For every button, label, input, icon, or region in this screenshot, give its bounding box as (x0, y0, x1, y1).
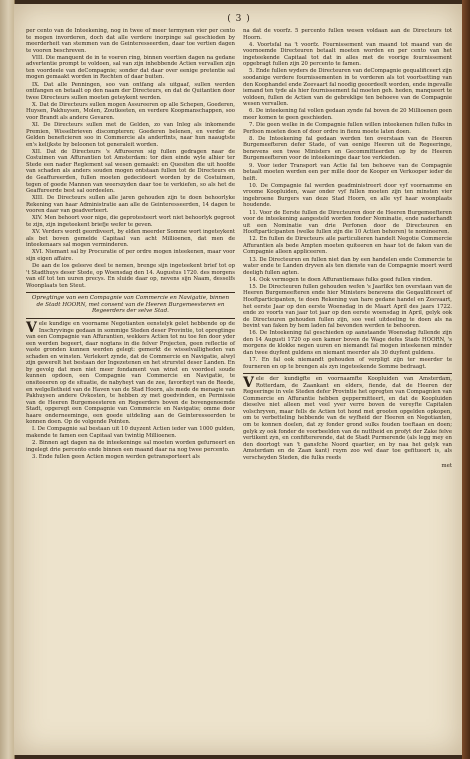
section-divider (26, 318, 235, 319)
paragraph: 12. En fullen de Directeurs aile particulieren handelt Negotie Commercie Affurantien als bede Ampten moeten quiteeren en haar tot de faken van de Compagnie alleen appliceeren. (243, 236, 452, 256)
book-cover-edge (462, 0, 470, 759)
intro-text: ele kundige en voorname Negotianten eenstelyk gelet hebbende op de Inschryvinge gedaan in sommige Steden deser Provintie, tot opregtinge van een Compagnie van Affurantien, wekkers Actien tot nu toe fen door yder een werden begeert, daar nogtans in die felver Projecten, geen reflectie of vaste gronden kunnen werden gelegt: gemerkt de wisselvalligheden van schaden en winsten. Verlekert zynde, dat de Commercie en Navigatie, alwyl zijn gewerelt het bestaan der Ingezetenen en het strurstel deser Landen. En by gevolg dat men niet meer fondament van winst en voordeel soude kunnen opdoen, een Compagnie van Commercie en Navigatie, te onsiteeeren op de situatie, de nabyheyt van de zee, favoriteyt van de Reede, en welgelletheid van de Haven van de Stad Hoorn, als mede de menagie van Pakhuysen andere Ovkosten, te hebben zy met goedvinden, en Permissie van de Heeren Burgemeesteren en Regeerders boven de bovengenoemde Stadt, opgeregt een Compagnie van Commercie en Navigatie; omme door haare onderneeminge, een goede uitdeling aan de Geinteresseerden te konnen doen. Op de volgende Pointen. (26, 321, 235, 426)
drop-cap: V (243, 375, 254, 392)
paragraph: 7. Die geen welke in de Compagnie fullen willen inteekenen fullen fulks in Perfoon moeten doen of door ordre in fienu moete laten doen. (243, 122, 452, 135)
paragraph: De aan de los geleeve deel te nemen, brenge sijn ingeteekent brief tot op 't Stadthuys deser Stede, op Woensdag den 14. Augustus 1720. des morgens van elf tot ten uuren precys. En sluide daar op, nevens sijn Naam, desselfs Woonplaats ten Steut. (26, 263, 235, 289)
paragraph: 11. Voor de Eerste fullen de Directeuren door de Heeren Burgemeefteren voor de inteekening aangesteld worden fonder Nominatie, ende naderhandt uit een Nominatie van drie Perfonen door de Directeuren en Hooftparticipanten (welke fullen zijn die 10 Actien behoren) te nomineeren. (243, 209, 452, 236)
paragraph: per cento van de Inteekening, nog in twee of meer termynen vier per cento te mogen invorderen, doch dat alle verdere inorpinge sal geschieden by meerderheit van stemmen van de Geinteresseerden, daar toe vertien dagen te vooren beschreven. (26, 28, 235, 54)
section-divider (243, 373, 452, 374)
paragraph: X. Dat de Directeurs sullen mogen Assureeren op alle Schepen, Goederen, Huysen, Pakhuysen, Molen, Zoutkeeten, en verdere Koopmanschappen, soo voor Brandt als andere Gevaren. (26, 101, 235, 121)
point: 3. Ende fullen geen Actien mogen werden getransporteert als (32, 453, 200, 460)
paragraph: 8. De Inteekening fal gedaan werden ten overstaan van de Heeren Burgemeefteren defer Stade, of van eenige Heeren uit de Regeeringe, benevens een twee Ministers en Gecommitteerden op by de Heeren Burgemeefteren voor de inteekeninge daar toe verkieden. (243, 135, 452, 162)
closing-paragraph (243, 376, 452, 461)
paragraph: 16. De Inteekening fal geschieden op aanstaande Woensdag fullende zijn den 14 Augusti 1720 op een kamer boven de Wage defes Stads HOORN, 's morgens de klokke negen uuren en niemandt fal mogen inteekenen minder dan twee duyfent guldens en niemant meerder als 30 duyfent guldens. (243, 330, 452, 356)
left-column (26, 28, 235, 470)
previous-page-edge (0, 0, 15, 759)
paragraph: na dat de voorfz. 5 percento fullen wesen voldaan aan de Directeurs tot Hoorn. (243, 28, 452, 41)
paragraph: 6. De inteekening fal vollen gedaan zynde fal boven de 20 Millioenen geen meer komen te geen geschieden. (243, 108, 452, 121)
paragraph: 5. Ende fullen wyders de Directeuren van deCompagnie gequalificeert zijn soodanige verdere fournissementen in te vorderen als tot voortsetting van den Koophandel ende Zeevaart fal noodig geoordeelt worden, ende ingevalle iemand ten tyde als hier fournissement fal moeten geh. heden, manqueert te voldoen, fullen de Actien van de gebreklige ten behoeve van de Compagnie wesen vervallen. (243, 68, 452, 108)
right-column (243, 28, 452, 470)
section-divider (26, 292, 235, 293)
text-columns (26, 28, 452, 470)
paragraph: VIII. Die manquent de in te voeren ring, binnen veertien dagen na gedane advertentie prompt te voldoen, sal van zijn inhebbende Actien vervallen zijn ten voordeele van deCompagnie; sonder dat daar over eenige pretentie sal mogen gemaakt worden in Rechten of daar buiten. (26, 54, 235, 81)
paragraph: XI. De Directeurs sullen met de Gelden, zo van Inleg als inkomende Premien, Wisselbrieven discompteren; Goederen belenen, en verder de Gelden beneficieren soo in Commercie als anderfints, naar hun naaugtste en's kelijkste by beloonen tot generaleit worden. (26, 122, 235, 148)
paragraph: 17. En fal ook niemandt gehouden of verpligt zijn ter meerder te fourneren en op te brengen als zyn ingeteekende Somme bedraagt. (243, 357, 452, 370)
catchword: met (441, 463, 452, 470)
paragraph: XIII. De Directeurs sullen alle jaren gehouden zijn te doen behoorlyke Rekening van haar Administratie aan alle de Geinteresseerden, 14 dagen te vooren daar van geadverteert. (26, 195, 235, 215)
paragraph: 10. De Compagnie fal werden geadministreert door vyf voornamme en vroome Koopluiden, waar onder vyf fullen moeten zijn ten minsten vier ingebroene Burgers van deze Stad Hoorn, en alle vyf haar woonplaats houdende. (243, 182, 452, 209)
point: I. De Compagnie sal bestaan uit 10 duyzent Actien ieder van 1000 gulden, makende te famen een Capitaal van twintig Millioenen. (26, 426, 235, 439)
paragraph: XII. Dat de Directeurs 's Affureeren sig fullen gedragen naar de Costuimen van Affurantien tot Amsterdam: tor dien einde wyle alhier ter Stede een nader Reglement sal wesen gemaakt: en Quesiten die uit hoofde van schaden als anders souden mogen ontstaan fullen tot de Directeurs en de Geaffureerden, fullen moeten gedecideert worden by de Costuimen, tegen of goede Mannen van weerszyden daar toe te verkiefen, so als het de Geaffureerde best sal oordeelen. (26, 148, 235, 195)
paragraph: 9. Voor ieder Transport van Actie fal ten behoeve van de Compagnie betaalt moeten werden een per mille door de Kooper en Verkooper ieder de helft. (243, 162, 452, 182)
drop-cap: V (26, 320, 37, 337)
paragraph: 15. De Directeuren fullen gehouden wefen 's Jaarlikx ten overstaan van de Heeren Burgemeefteren ende hier Ministers benevens die Geqaulificeert of Hooftparticipanten, te doen Rekening van hare gedane handel en Zeevaart, het eerste Jaar op den eerste Woensdag in de Maart April des jaars 1722. ende zo voorts van jaar tot jaar op den eerste woensdag in April, gelyk ook de Directeuren gehouden fullen zijn, soo veel uitdeeling te doen als na bevint van faken by hem laden fal bevonden werden te behooren. (243, 283, 452, 330)
document-page (14, 4, 462, 755)
intro-paragraph (26, 321, 235, 426)
page-number: ( 3 ) (227, 14, 251, 24)
paragraph: XIV. Men behoort voor nige, die geprotesteert wort niet behoorlyk gegroot te zijn, zijn ingeteekent briefje wefer te geven. (26, 215, 235, 229)
closing-text: ele der kundigfte en voornaamfte Koopluiden van Amsterdam, Rotterdam, de Zaankant en elders, fiende, dat de Heeren der Regeeringe in vele Steden defer Provintie het opregten van Compagnien van Commercie en Affurantie hebben geppermitteert, en dat de Koopluiden dieselve niet alleen met veel yver verre boven de vereyfte Capitalen volschryven, maar fells de Actien tot hond met grooten opgelden opkopen, om te verbetteling hebbende van de wyfheid der Heeren en Negotianten, om te konnen doelen, dat zy fonder grond sulks fouden toeftaan en doen; gelyk zy ook fonder de voorbeelden van de nuttheid en profyt der Zake felve vertikent zyn, en confiftererende, dat de Stadt Purmerende (als legg mey en den doortogt van 't gansfche Noord quartier, en by naa het gelyk van Amsterdam en de Zaan kant) ruym zoo wel daar toe gefitueert is, als verscheyden Steden, die fulks reeds (243, 376, 452, 461)
paragraph: XV. Verders wordt geordiveert, by elden meerder Somme wort ingeteykent als bet boven gemelde Capitaal van acht Millioenen, dat men de inteekenaars sal mogen verminderen. (26, 229, 235, 249)
paragraph: 4. Voortsfal na 't voorfz. Fournissement van maand tot maand van de voornoemde Directeuren betaalt moeten worden en per cento van het ingeteekende Capitaal tot dat in alles met de voorige fournissement opgebragt fullen zijn 20 percento te famen. (243, 41, 452, 68)
paragraph: 13. De Directeuren en fullen niet dan by een handelen ende Commercie te water ende te Landen dryven als ten dienste van de Compagnie moert werd deeligh fullen agten. (243, 256, 452, 276)
paragraph: 14. Ook vermogen te doen Affurantiemaas fulks goed fullen vinden. (249, 276, 433, 283)
point: 2. Binnen agt dagen na de inteekeninge sal moeten worden gefurneert en ingelegt drie percento ende binnen een maand daar na nog twee percento. (26, 440, 235, 453)
section-heading: Opregtinge van een Compagnie van Commercie en Navigatie, binnen de Stadt HOORN, met consent van de Heeren Burgemeesteren en Regeerders der selve Stad. (31, 295, 230, 315)
paragraph: XVI. Niemant sal by Procuratie of per ordre mogen inteekenen, maar voor sijn eigen affaire. (26, 249, 235, 262)
paragraph: IX. Dat alle Penningen, soo van ontfang als uitgaaf, sullen werden ontfangen en betaalt op den naam der Directeurs, en dat de Quitantien door twee Directeurs sullen moeten geteykent werden. (26, 81, 235, 101)
